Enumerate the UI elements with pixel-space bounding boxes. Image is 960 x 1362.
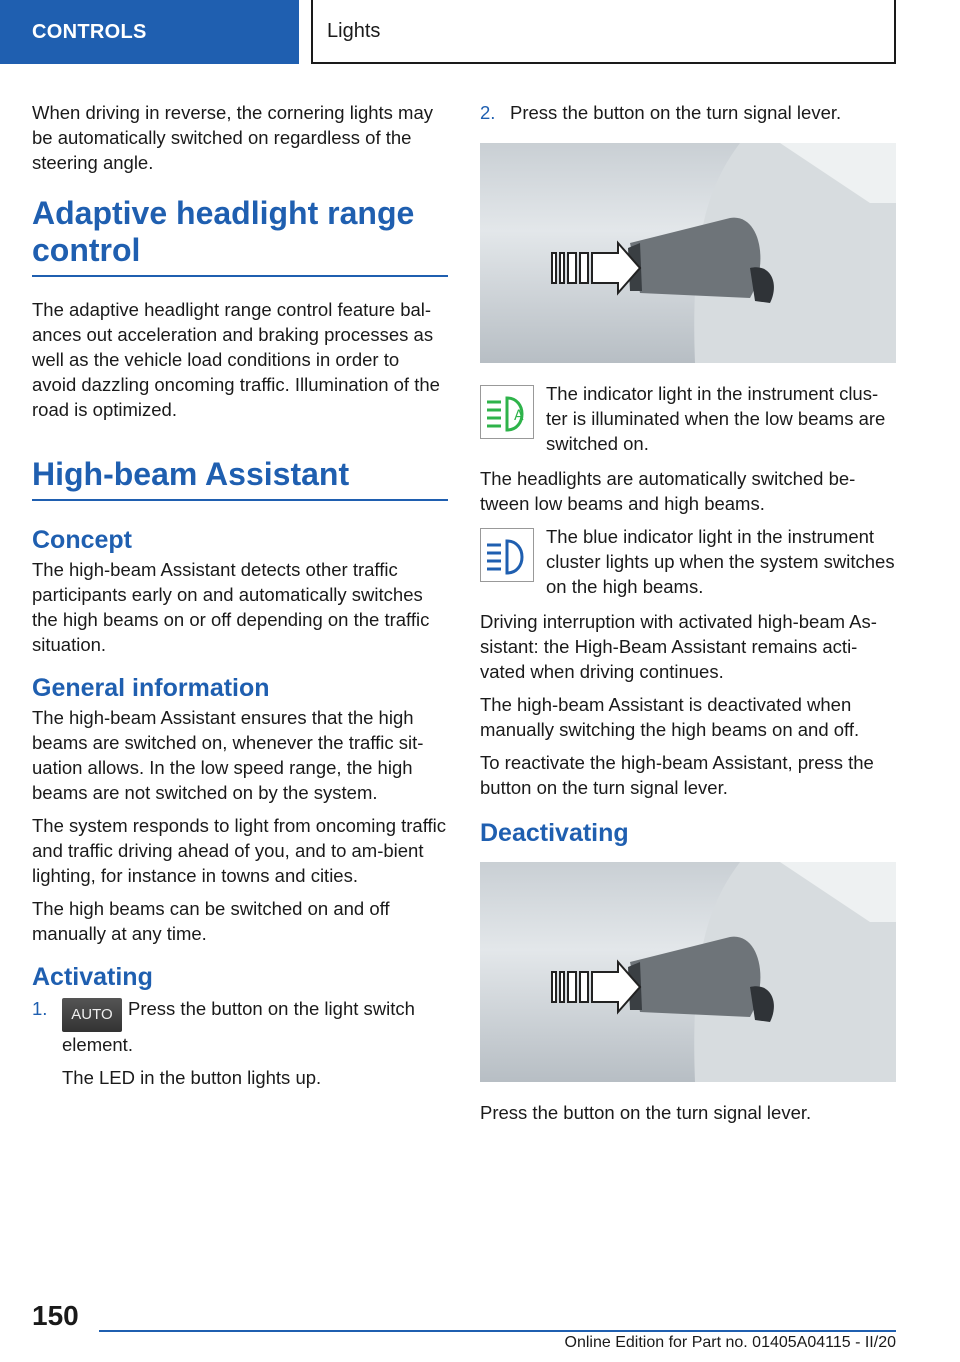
- low-beam-auto-indicator-icon: [480, 385, 534, 439]
- general-paragraph-3: The high beams can be switched on and off manually at any time.: [32, 898, 390, 944]
- indicator-1-text: The indicator light in the instrument clus-ter is illuminated when the low beams are switched on.: [546, 383, 886, 454]
- indicator-2-text: The blue indicator light in the instrument cluster lights up when the system switches on the high beams.: [546, 526, 895, 597]
- heading-high-beam-assistant: High-beam Assistant: [32, 456, 448, 501]
- step-1: [32, 996, 448, 1090]
- svg-text:A: A: [514, 408, 524, 424]
- auto-button-icon: AUTO: [62, 998, 122, 1032]
- intro-paragraph: When driving in reverse, the cornering lights may be automatically switched on regardless of the steering angle.: [32, 102, 434, 173]
- turn-signal-lever-image-2: [480, 862, 896, 1082]
- auto-switch-paragraph: The headlights are automatically switched be-tween low beams and high beams.: [480, 468, 856, 514]
- step-1-subtext: The LED in the button lights up.: [62, 1067, 322, 1088]
- adaptive-paragraph: The adaptive headlight range control feature bal-ances out acceleration and braking processes as well as the vehicle load conditions in order to avoid dazzling oncoming traffic. Illumination of the road is optimized.: [32, 299, 440, 420]
- heading-adaptive-headlight: Adaptive headlight range control: [32, 195, 448, 277]
- footer-divider: [99, 1330, 896, 1332]
- interruption-paragraph: Driving interruption with activated high-beam As-sistant: the High-Beam Assistant remains acti-vated when driving continues.: [480, 611, 877, 682]
- high-beam-indicator-row: [480, 524, 896, 599]
- chapter-title: Lights: [311, 0, 896, 64]
- step-2-number: 2.: [480, 102, 496, 123]
- heading-deactivating: Deactivating: [480, 819, 629, 847]
- turn-signal-lever-image-1: [480, 143, 896, 363]
- high-beam-indicator-icon: [480, 528, 534, 582]
- heading-concept: Concept: [32, 526, 132, 554]
- footer-edition: Online Edition for Part no. 01405A04115 - II/20: [564, 1334, 896, 1351]
- deactivating-paragraph: Press the button on the turn signal lever.: [480, 1102, 812, 1123]
- heading-general-information: General information: [32, 674, 270, 702]
- right-column: [480, 100, 896, 1133]
- reactivate-paragraph: To reactivate the high-beam Assistant, press the button on the turn signal lever.: [480, 752, 874, 798]
- step-1-text: Press the button on the light switch element.: [62, 998, 415, 1055]
- page-number: 150: [32, 1300, 79, 1331]
- concept-paragraph: The high-beam Assistant detects other traffic participants early on and automatically switches the high beams on or off depending on the traffic situation.: [32, 559, 430, 655]
- step-2-text: Press the button on the turn signal lever.: [510, 102, 842, 123]
- section-tab[interactable]: CONTROLS: [0, 0, 299, 64]
- general-paragraph-1: The high-beam Assistant ensures that the high beams are switched on, whenever the traffic sit-uation allows. In the low speed range, the high beams are not switched on by the system.: [32, 707, 424, 803]
- low-beam-indicator-row: [480, 381, 896, 456]
- step-2: [480, 100, 896, 125]
- step-1-number: 1.: [32, 998, 48, 1019]
- deactivated-paragraph: The high-beam Assistant is deactivated when manually switching the high beams on and off.: [480, 694, 860, 740]
- heading-activating: Activating: [32, 963, 153, 991]
- general-paragraph-2: The system responds to light from oncoming traffic and traffic driving ahead of you, and to am-bient lighting, for instance in towns and cities.: [32, 815, 447, 886]
- left-column: [32, 100, 448, 1098]
